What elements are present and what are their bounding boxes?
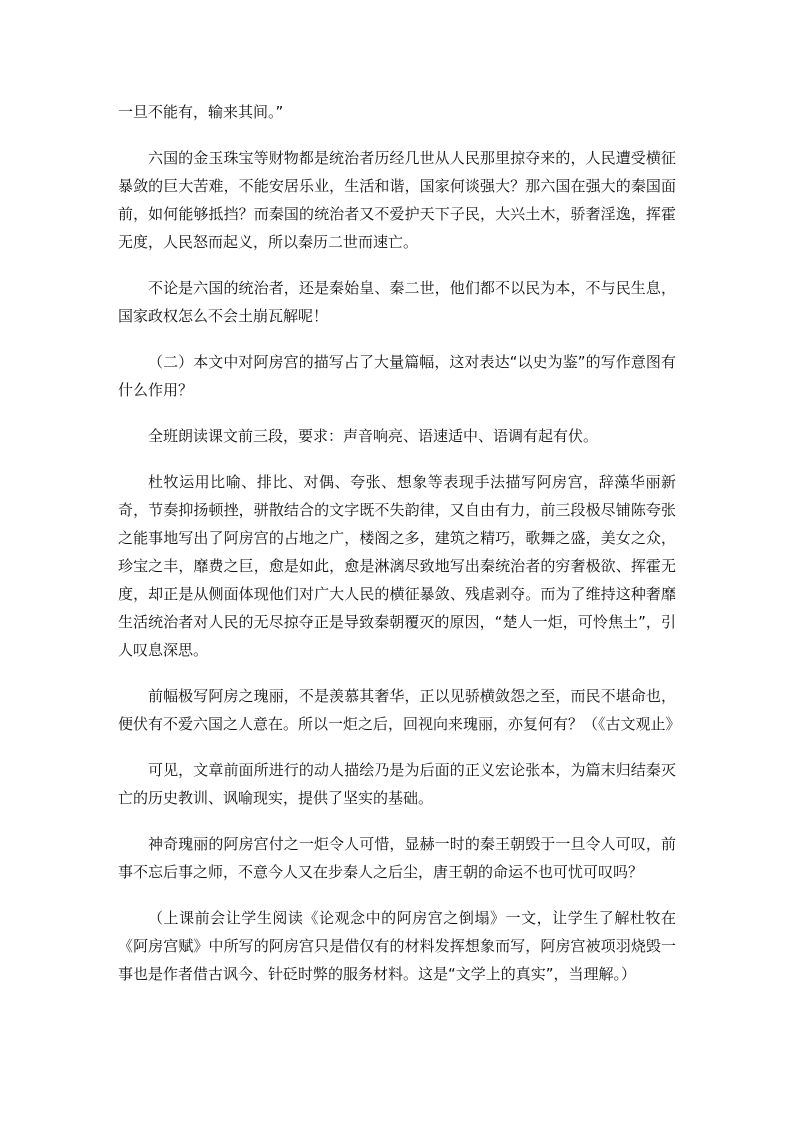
question-paragraph: （二）本文中对阿房宫的描写占了大量篇幅，这对表达“以史为鉴”的写作意图有什么作用？ xyxy=(118,353,676,399)
paragraph-5: 全班朗读课文前三段，要求：声音响亮、语速适中、语调有起有伏。 xyxy=(148,427,599,445)
paragraph-7: 前幅极写阿房之瑰丽，不是羡慕其奢华，正以见骄横敛怨之至，而民不堪命也，便伏有不爱六国之人意在。所以一炬之后，回视向来瑰丽，亦复何有？（《古文观止》 xyxy=(118,687,681,733)
paragraph-3: 不论是六国的统治者，还是秦始皇、秦二世，他们都不以民为本，不与民生息，国家政权怎么不会土崩瓦解呢！ xyxy=(118,279,676,325)
paragraph-1: 一旦不能有，输来其间。” xyxy=(118,103,284,121)
document-body xyxy=(118,98,681,1006)
paragraph-8: 可见，文章前面所进行的动人描绘乃是为后面的正义宏论张本，为篇末归结秦灭亡的历史教训、讽喻现实，提供了坚实的基础。 xyxy=(118,761,676,807)
paragraph-6: 杜牧运用比喻、排比、对偶、夸张、想象等表现手法描写阿房宫，辞藻华丽新奇，节奏抑扬顿挫，骈散结合的文字既不失韵律，又自由有力，前三段极尽铺陈夸张之能事地写出了阿房宫的占地之广，楼阁之多，建筑之精巧，歌舞之盛，美女之众，珍宝之丰，靡费之巨，愈是如此，愈是淋漓尽致地写出秦统治者的穷奢极欲、挥霍无度，却正是从侧面体现他们对广大人民的横征暴敛、残虐剥夺。而为了维持这种奢靡生活统治者对人民的无尽掠夺正是导致秦朝覆灭的原因，“楚人一炬，可怜焦土”，引人叹息深思。 xyxy=(118,473,676,659)
paragraph-10: （上课前会让学生阅读《论观念中的阿房宫之倒塌》一文，让学生了解杜牧在《阿房宫赋》中所写的阿房宫只是借仅有的材料发挥想象而写，阿房宫被项羽烧毁一事也是作者借古讽今、针砭时弊的服务材料。这是“文学上的真实”，当理解。） xyxy=(118,909,676,983)
paragraph-9: 神奇瑰丽的阿房宫付之一炬令人可惜，显赫一时的秦王朝毁于一旦令人可叹，前事不忘后事之师，不意今人又在步秦人之后尘，唐王朝的命运不也可忧可叹吗？ xyxy=(118,835,676,881)
paragraph-2: 六国的金玉珠宝等财物都是统治者历经几世从人民那里掠夺来的，人民遭受横征暴敛的巨大苦难，不能安居乐业，生活和谐，国家何谈强大？那六国在强大的秦国面前，如何能够抵挡？而秦国的统治者又不爱护天下子民，大兴土木，骄奢淫逸，挥霍无度，人民怒而起义，所以秦历二世而速亡。 xyxy=(118,149,676,251)
